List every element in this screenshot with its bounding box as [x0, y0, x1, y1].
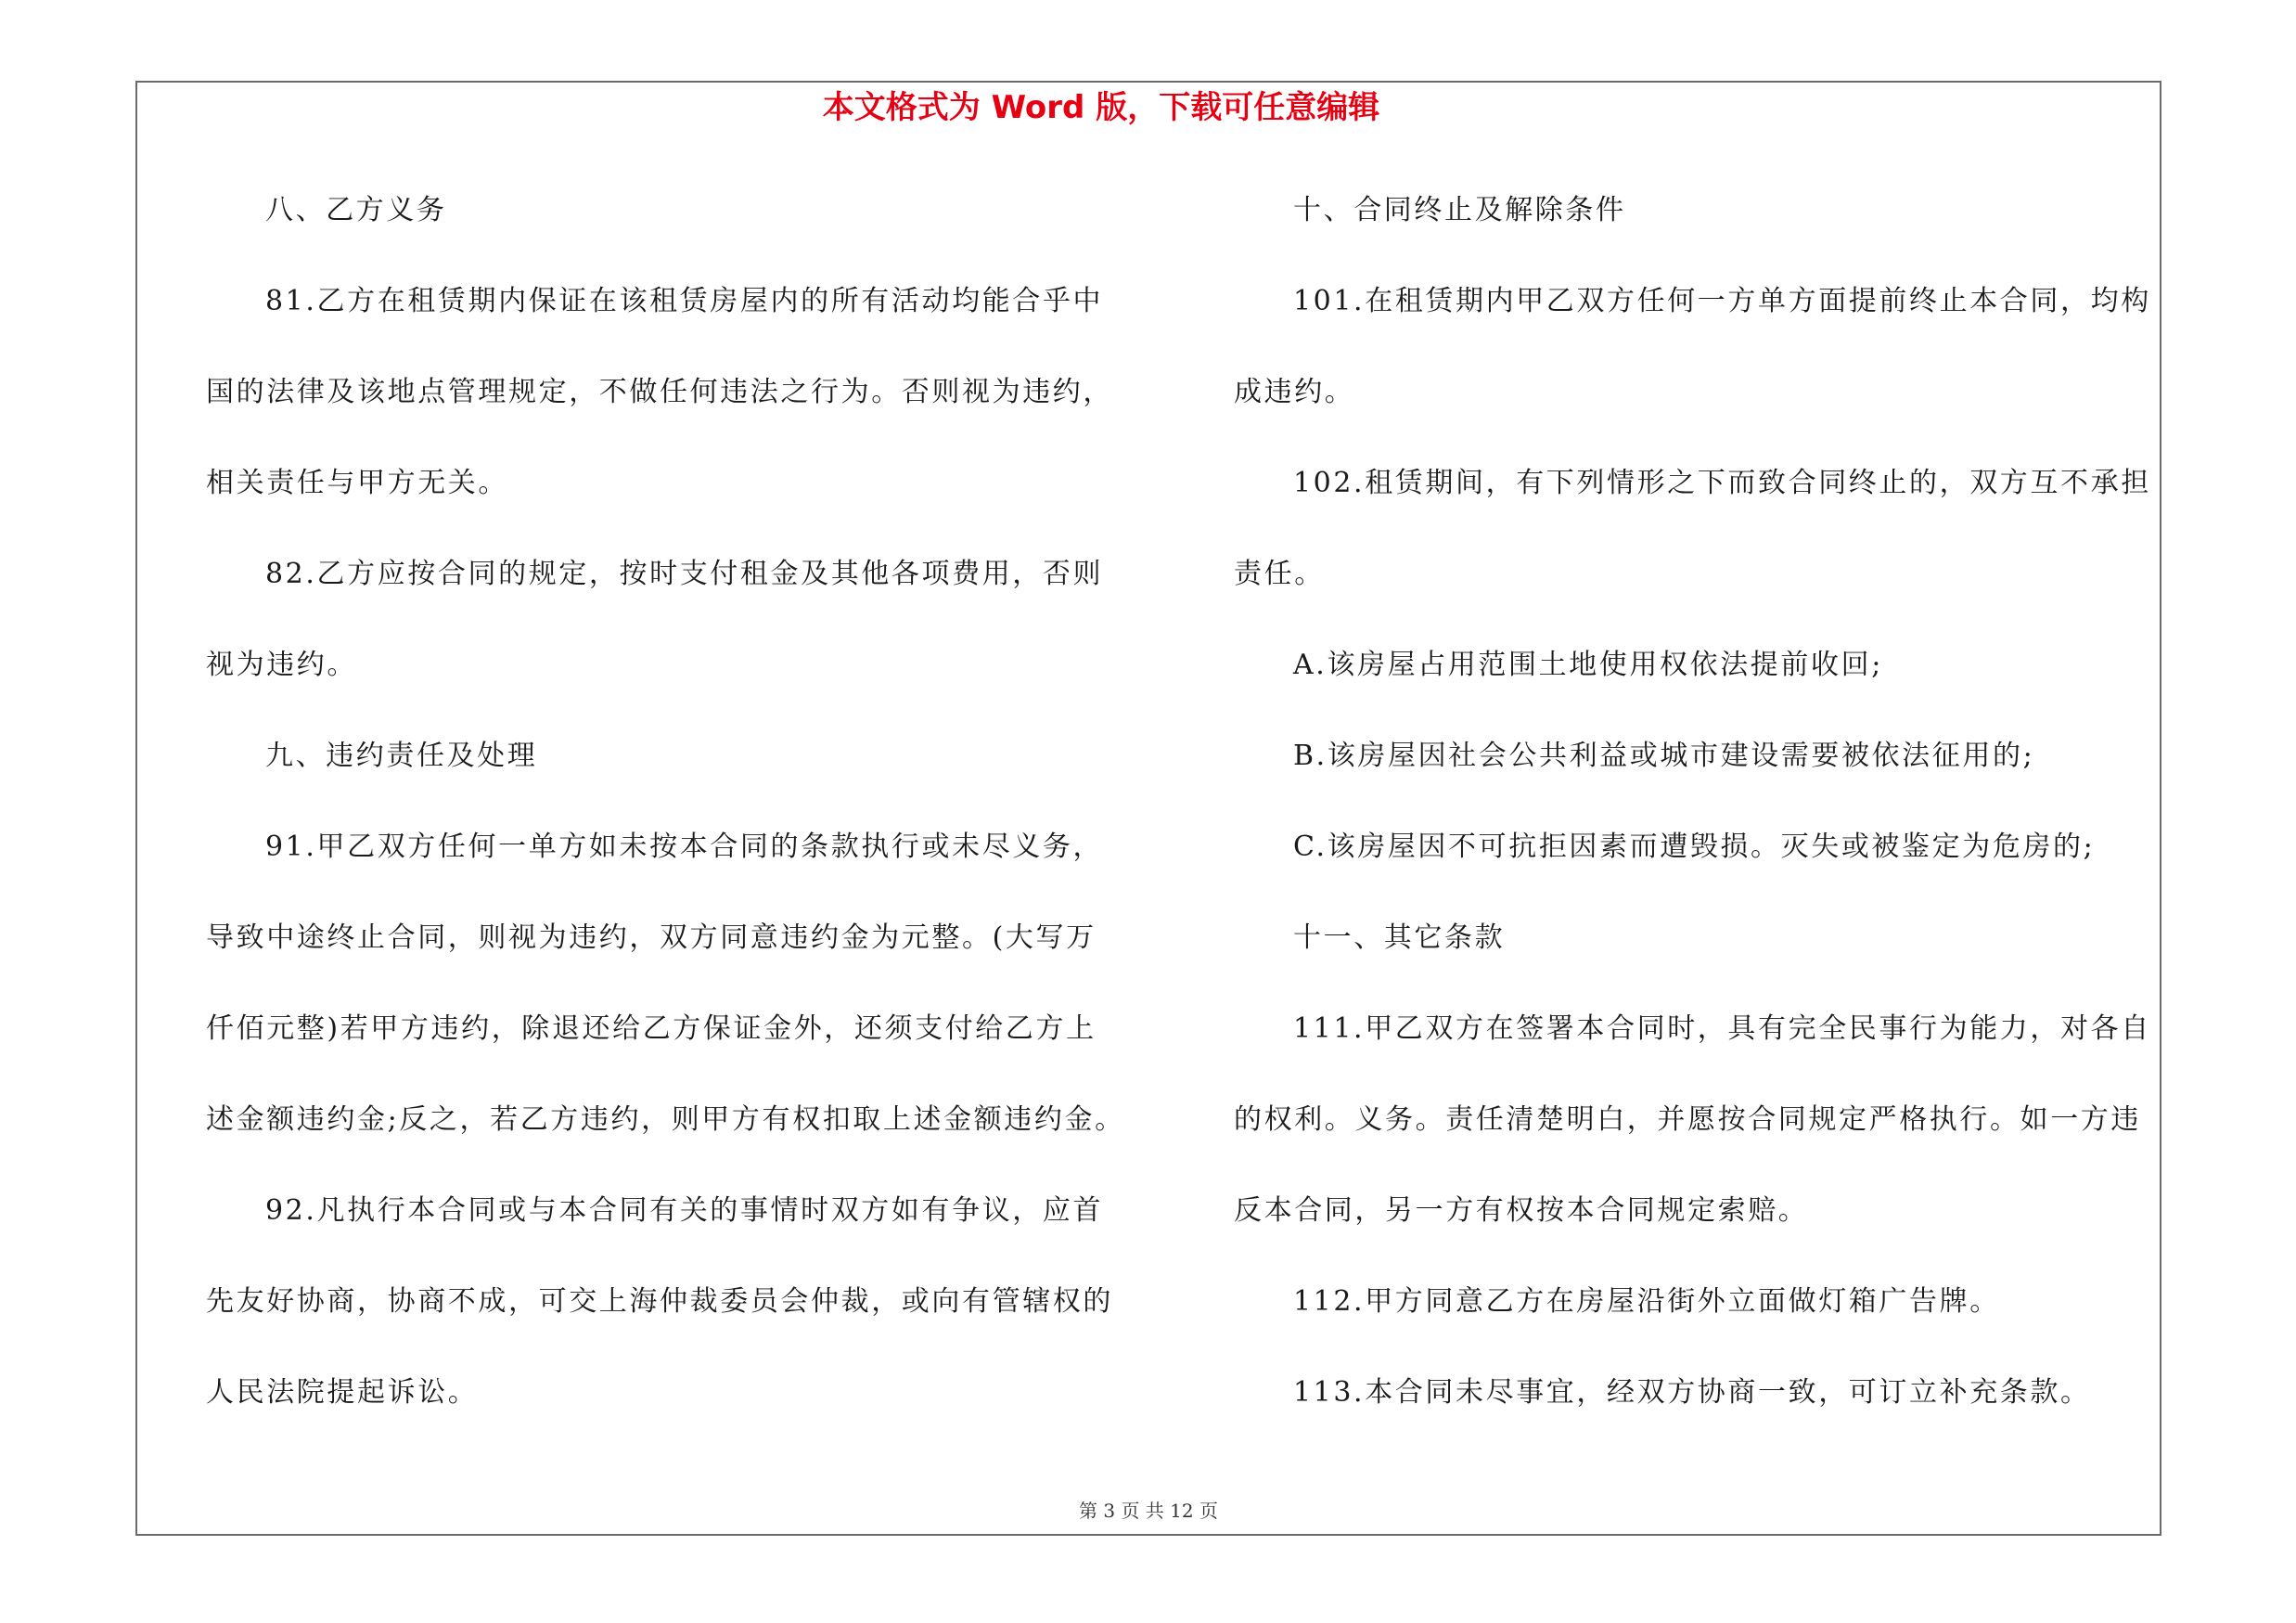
text-line: 111.甲乙双方在签署本合同时，具有完全民事行为能力，对各自	[1293, 1012, 2151, 1045]
text-line: 国的法律及该地点管理规定，不做任何违法之行为。否则视为违约，	[206, 376, 1113, 408]
left-column	[206, 165, 1161, 1438]
text-line: 十、合同终止及解除条件	[1293, 194, 1626, 226]
clause-paragraph	[1234, 165, 2161, 256]
text-line: 仟佰元整)若甲方违约，除退还给乙方保证金外，还须支付给乙方上	[206, 1012, 1097, 1045]
clause-paragraph	[206, 165, 1161, 256]
clause-paragraph	[1234, 711, 2161, 802]
clause-paragraph	[1234, 1347, 2161, 1438]
clause-paragraph	[206, 711, 1161, 802]
page-number-footer: 第 3 页 共 12 页	[1079, 1500, 1218, 1522]
text-line: 92.凡执行本合同或与本合同有关的事情时双方如有争议，应首	[265, 1194, 1104, 1227]
text-line: 相关责任与甲方无关。	[206, 467, 508, 499]
text-line: 反本合同，另一方有权按本合同规定索赔。	[1234, 1194, 1809, 1227]
clause-paragraph	[1234, 438, 2161, 620]
clause-paragraph	[206, 1166, 1161, 1438]
text-line: B.该房屋因社会公共利益或城市建设需要被依法征用的;	[1293, 740, 2035, 772]
text-line: A.该房屋占用范围土地使用权依法提前收回;	[1293, 649, 1883, 681]
text-line: 十一、其它条款	[1293, 921, 1506, 954]
text-line: 人民法院提起诉讼。	[206, 1376, 479, 1409]
text-line: C.该房屋因不可抗拒因素而遭毁损。灭失或被鉴定为危房的;	[1293, 831, 2096, 863]
header-notice: 本文格式为 Word 版，下载可任意编辑	[822, 89, 1380, 126]
text-line: 91.甲乙双方任何一单方如未按本合同的条款执行或未尽义务，	[265, 831, 1104, 863]
clause-paragraph	[1234, 256, 2161, 438]
clause-paragraph	[206, 256, 1161, 529]
text-line: 成违约。	[1234, 376, 1355, 408]
right-column	[1234, 165, 2161, 1438]
clause-paragraph	[1234, 984, 2161, 1256]
clause-paragraph	[1234, 620, 2161, 711]
text-line: 82.乙方应按合同的规定，按时支付租金及其他各项费用，否则	[265, 558, 1104, 590]
text-line: 112.甲方同意乙方在房屋沿街外立面做灯箱广告牌。	[1293, 1285, 2000, 1318]
text-line: 101.在租赁期内甲乙双方任何一方单方面提前终止本合同，均构	[1293, 285, 2151, 317]
text-line: 责任。	[1234, 558, 1325, 590]
text-line: 导致中途终止合同，则视为违约，双方同意违约金为元整。(大写万	[206, 921, 1097, 954]
text-line: 九、违约责任及处理	[265, 740, 538, 772]
text-line: 113.本合同未尽事宜，经双方协商一致，可订立补充条款。	[1293, 1376, 2091, 1409]
text-line: 102.租赁期间，有下列情形之下而致合同终止的，双方互不承担	[1293, 467, 2151, 499]
text-line: 的权利。义务。责任清楚明白，并愿按合同规定严格执行。如一方违	[1234, 1103, 2141, 1136]
clause-paragraph	[1234, 1256, 2161, 1347]
clause-paragraph	[206, 529, 1161, 711]
text-line: 视为违约。	[206, 649, 357, 681]
text-line: 81.乙方在租赁期内保证在该租赁房屋内的所有活动均能合乎中	[265, 285, 1104, 317]
clause-paragraph	[206, 802, 1161, 1166]
text-line: 述金额违约金;反之，若乙方违约，则甲方有权扣取上述金额违约金。	[206, 1103, 1125, 1136]
text-line: 八、乙方义务	[265, 194, 447, 226]
text-line: 先友好协商，协商不成，可交上海仲裁委员会仲裁，或向有管辖权的	[206, 1285, 1113, 1318]
clause-paragraph	[1234, 802, 2161, 893]
clause-paragraph	[1234, 893, 2161, 984]
